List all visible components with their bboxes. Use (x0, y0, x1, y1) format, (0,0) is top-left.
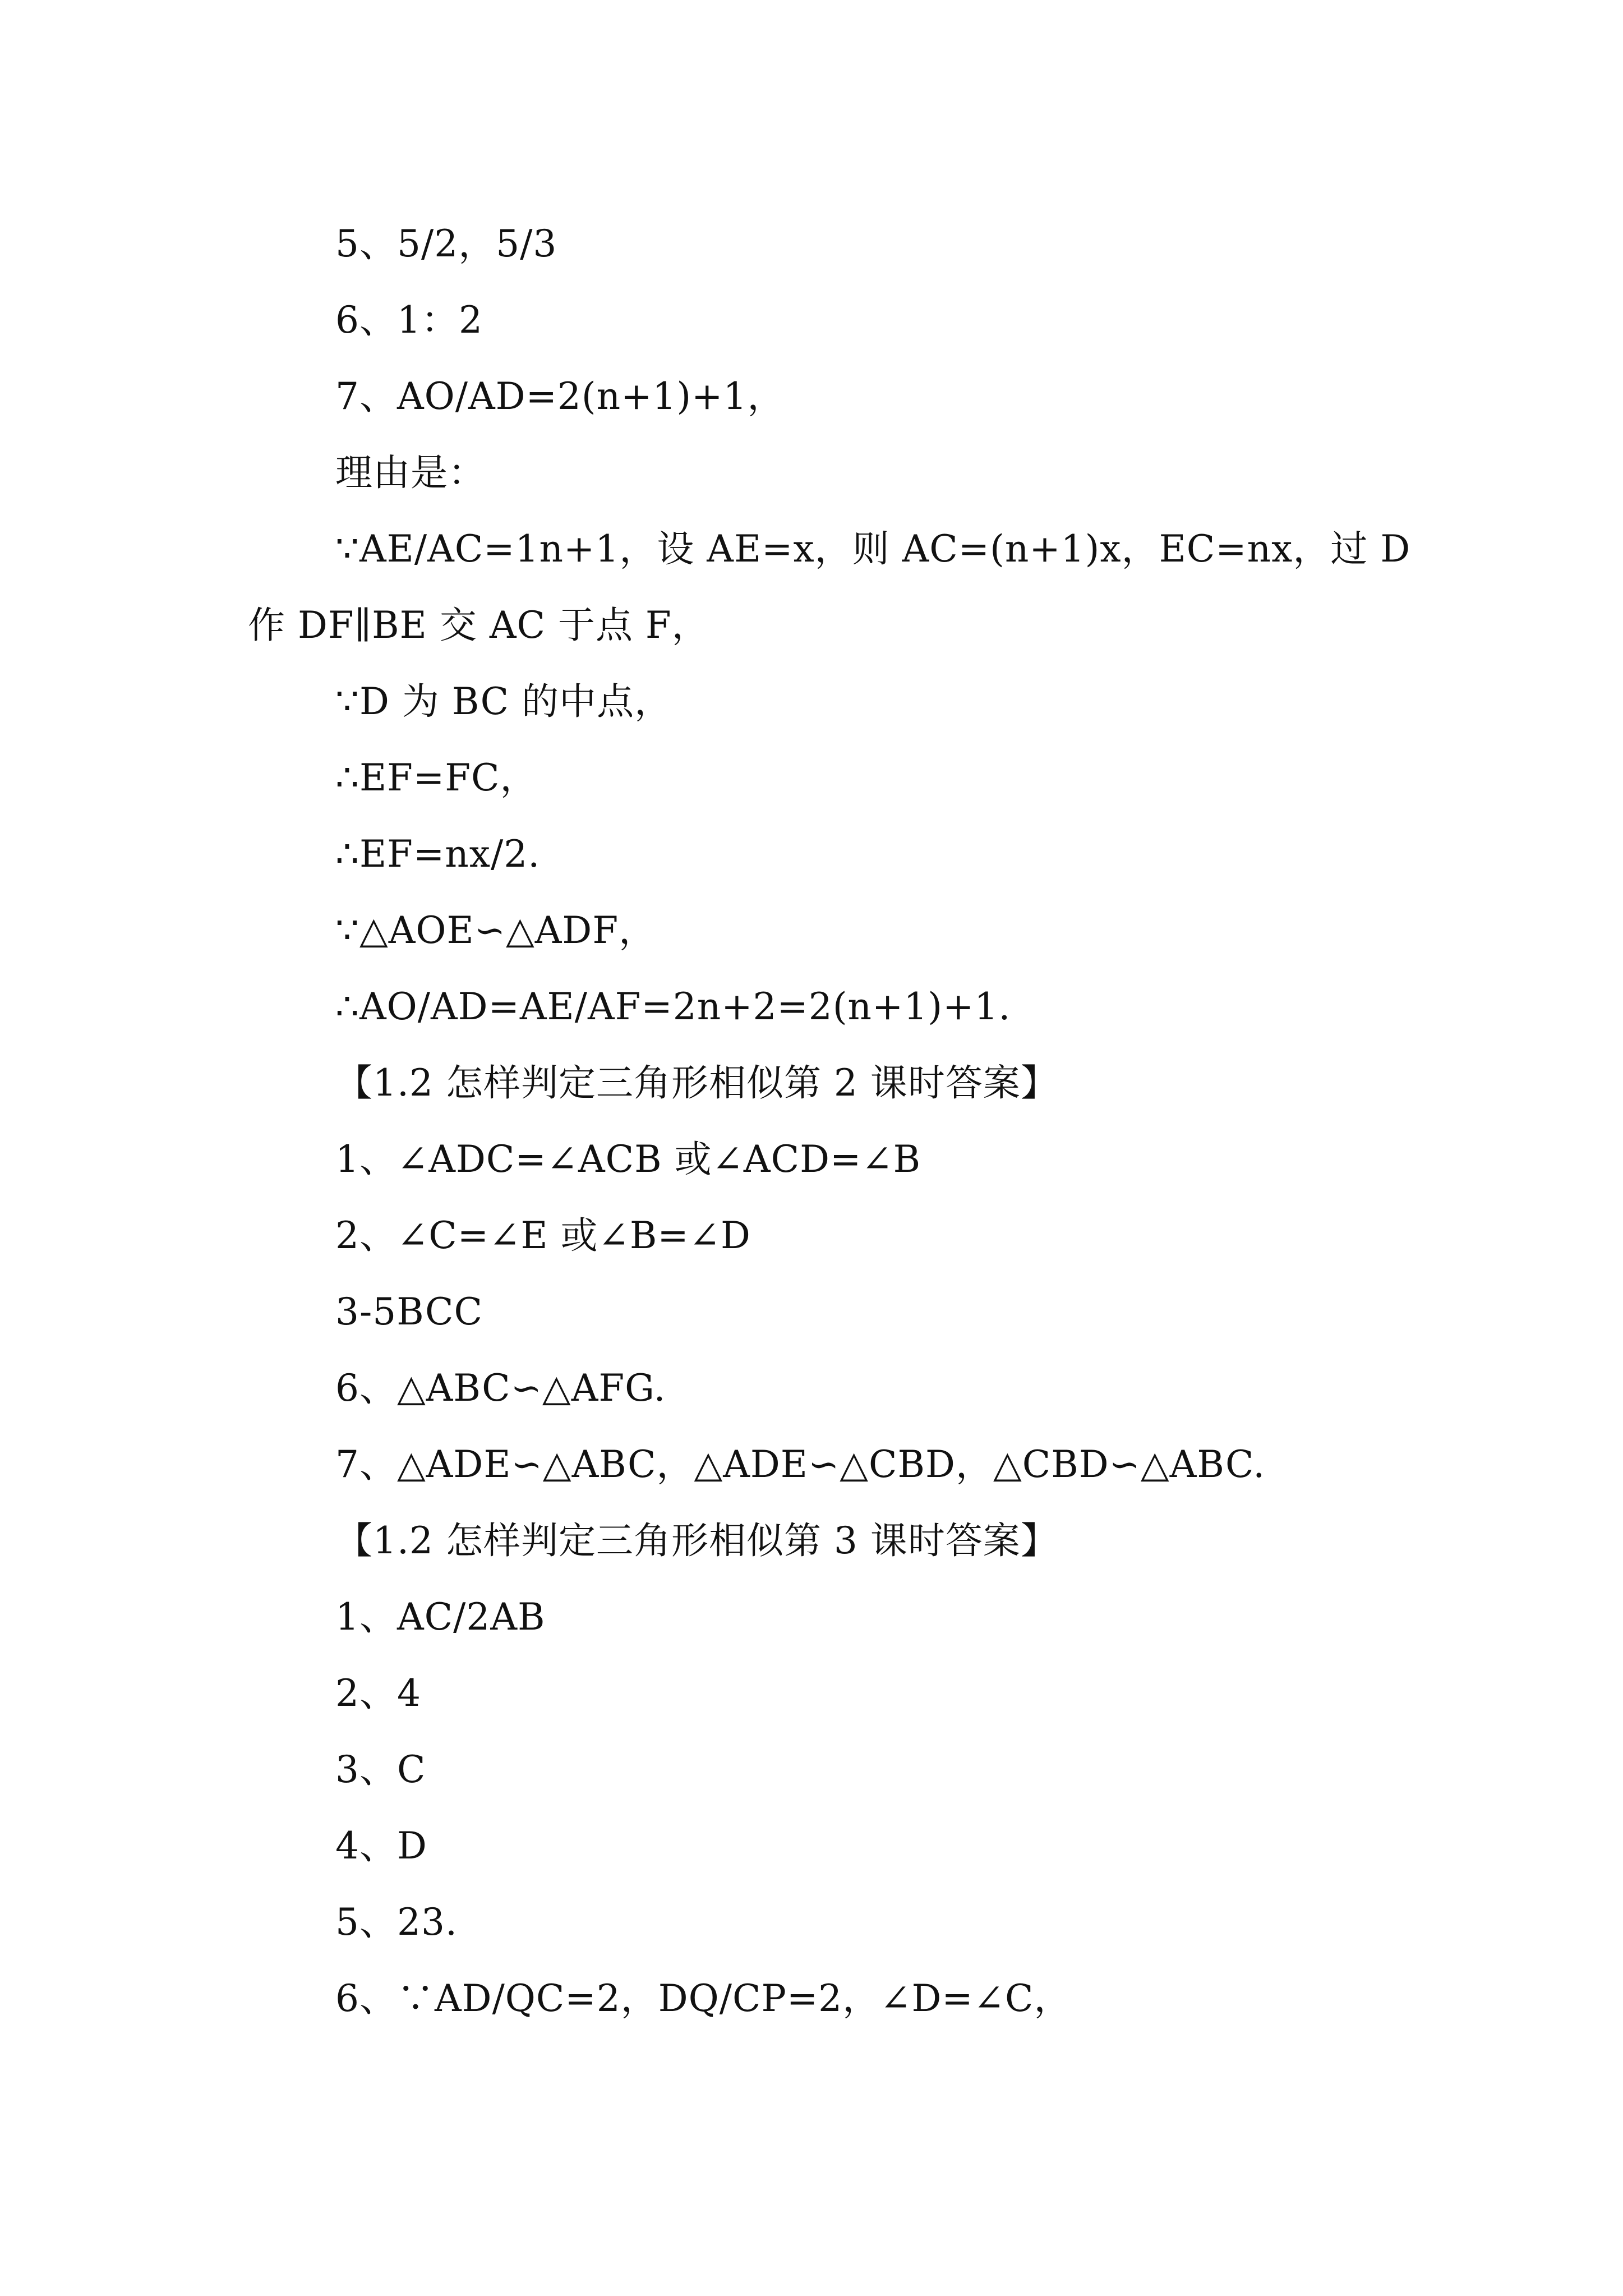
answer-line: 7、△ADE∽△ABC，△ADE∽△CBD，△CBD∽△ABC. (335, 1443, 1266, 1486)
answer-line: 6、∵AD/QC=2，DQ/CP=2，∠D=∠C， (335, 1977, 1072, 2020)
section-heading: 【1.2 怎样判定三角形相似第 2 课时答案】 (335, 1061, 1058, 1105)
section-heading: 【1.2 怎样判定三角形相似第 3 课时答案】 (335, 1519, 1058, 1562)
answer-line: 2、∠C=∠E 或∠B=∠D (335, 1214, 751, 1257)
answer-line: 3、C (335, 1748, 426, 1791)
answer-line: 5、5/2，5/3 (335, 222, 557, 265)
answer-line: 1、∠ADC=∠ACB 或∠ACD=∠B (335, 1138, 921, 1181)
answer-line: 6、△ABC∽△AFG. (335, 1366, 666, 1410)
answer-line: ∵△AOE∽△ADF， (335, 909, 657, 952)
answer-line: 2、4 (335, 1672, 421, 1715)
answer-line: ∵AE/AC=1n+1，设 AE=x，则 AC=(n+1)x，EC=nx，过 D (335, 527, 1411, 570)
answer-line: ∵D 为 BC 的中点， (335, 680, 672, 723)
answer-line: ∴EF=FC， (335, 756, 538, 799)
answer-line: ∴EF=nx/2. (335, 832, 541, 876)
answer-line: 4、D (335, 1824, 427, 1867)
answer-line: 作 DF∥BE 交 AC 于点 F， (248, 604, 709, 647)
answer-line: 7、AO/AD=2(n+1)+1， (335, 375, 785, 418)
answer-line: ∴AO/AD=AE/AF=2n+2=2(n+1)+1. (335, 985, 1011, 1028)
answer-line: 5、23. (335, 1901, 458, 1944)
answer-line: 6、1：2 (335, 298, 483, 342)
answer-line: 1、AC/2AB (335, 1595, 546, 1639)
answer-line: 理由是： (335, 451, 486, 494)
answer-line: 3-5BCC (335, 1290, 483, 1333)
